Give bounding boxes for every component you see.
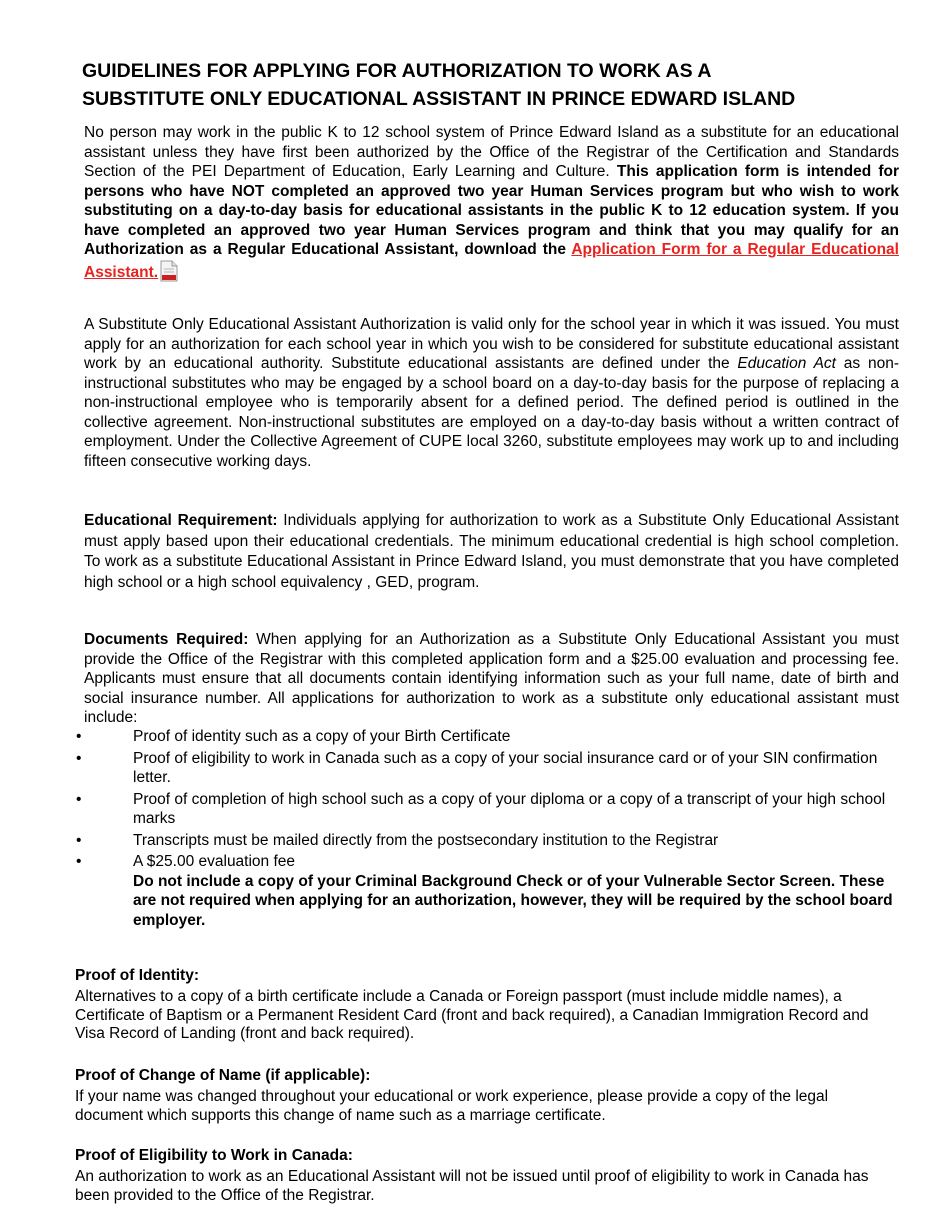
proof-of-eligibility-section xyxy=(75,1146,895,1205)
list-item xyxy=(0,852,900,930)
list-item-text: Proof of identity such as a copy of your Birth Certificate xyxy=(133,728,511,745)
proof-of-change-of-name-heading: Proof of Change of Name (if applicable): xyxy=(75,1067,371,1084)
requirements-list xyxy=(0,727,900,932)
documents-required-paragraph xyxy=(84,630,899,728)
proof-of-identity-text: Alternatives to a copy of a birth certificate include a Canada or Foreign passport (must include middle names), a Certificate of Baptism or a Permanent Resident Card (front and back required), a Canadian Immigration Record and Visa Record of Landing (front and back required). xyxy=(75,988,869,1042)
proof-of-identity-section xyxy=(75,966,895,1044)
criminal-check-note: Do not include a copy of your Criminal Background Check or of your Vulnerable Sector Screen. These are not required when applying for an authorization, however, they will be required by the school board employer. xyxy=(133,872,893,929)
validity-section xyxy=(84,315,899,471)
list-item xyxy=(0,727,900,747)
bullet-icon: • xyxy=(76,790,82,808)
regular-ea-application-link[interactable]: Application Form for a Regular Educational Assistant. xyxy=(84,241,899,281)
proof-of-change-of-name-section xyxy=(75,1066,895,1125)
bullet-icon: • xyxy=(76,853,82,870)
proof-of-eligibility-heading: Proof of Eligibility to Work in Canada: xyxy=(75,1147,353,1164)
documents-required-text: When applying for an Authorization as a Substitute Only Educational Assistant you must provide the Office of the Registrar with this completed application form and a $25.00 evaluation and processing fee. Applicants must ensure that all documents contain identifying information such as your full name, date of birth and social insurance number. All applications for authorization to work as a substitute only educational assistant must include: xyxy=(84,631,899,726)
list-item xyxy=(0,790,900,829)
title-line-1: GUIDELINES FOR APPLYING FOR AUTHORIZATION TO WORK AS A xyxy=(82,60,712,82)
educational-requirement-section xyxy=(84,511,899,593)
list-item-text: Transcripts must be mailed directly from the postsecondary institution to the Registrar xyxy=(133,831,719,849)
intro-section xyxy=(84,123,899,282)
education-act-title: Education Act xyxy=(737,355,836,372)
documents-required-section xyxy=(84,630,899,728)
bullet-icon: • xyxy=(76,749,82,767)
bullet-icon: • xyxy=(76,728,82,745)
proof-of-change-of-name-text: If your name was changed throughout your educational or work experience, please provide a copy of the legal document which supports this change of name such as a marriage certificate. xyxy=(75,1088,829,1124)
bullet-icon: • xyxy=(76,831,82,849)
educational-requirement-text: Individuals applying for authorization to work as a Substitute Only Educational Assistant must apply based upon their educational credentials. The minimum educational credential is high school completion. To work as a substitute Educational Assistant in Prince Edward Island, you must demonstrate that you have completed high school or a high school equivalency , GED, program. xyxy=(84,512,899,591)
list-item xyxy=(0,831,900,851)
list-item-text: Proof of completion of high school such as a copy of your diploma or a copy of a transcript of your high school marks xyxy=(133,790,886,827)
intro-paragraph xyxy=(84,123,899,282)
validity-text-before: A Substitute Only Educational Assistant Authorization is valid only for the school year in which it was issued. You must apply for an authorization for each school year in which you wish to be considered for substitute educational assistant work by an educational authority. Substitute educational assistants are defined under the xyxy=(84,316,899,372)
proof-of-identity-heading: Proof of Identity: xyxy=(75,967,199,984)
validity-text-after: as non-instructional substitutes who may be engaged by a school board on a day-to-day basis for the purpose of replacing a non-instructional employee who is temporarily absent for a defined period. The defined period is outlined in the collective agreement. Non-instructional substitutes are employed on a day-to-day basis without a written contract of employment. Under the Collective Agreement of CUPE local 3260, substitute employees may work up to and including fifteen consecutive working days. xyxy=(84,355,899,470)
list-item-text: Proof of eligibility to work in Canada such as a copy of your social insurance card or of your SIN confirmation letter. xyxy=(133,749,878,786)
title-line-2: SUBSTITUTE ONLY EDUCATIONAL ASSISTANT IN PRINCE EDWARD ISLAND xyxy=(82,88,796,110)
educational-requirement-paragraph xyxy=(84,511,899,593)
list-item xyxy=(0,749,900,788)
intro-bold-text: This application form is intended for persons who have NOT completed an approved two year Human Services program but who wish to work substituting on a day-to-day basis for educational assistants in the public K to 12 education system. If you have completed an approved two year Human Services program and think that you may qualify for an Authorization as a Regular Educational Assistant, download the xyxy=(84,163,899,258)
pdf-file-icon[interactable] xyxy=(160,260,178,282)
proof-of-eligibility-text: An authorization to work as an Educational Assistant will not be issued until proof of eligibility to work in Canada has been provided to the Office of the Registrar. xyxy=(75,1168,869,1204)
educational-requirement-heading: Educational Requirement: xyxy=(84,512,278,529)
validity-paragraph xyxy=(84,315,899,471)
list-item-text: A $25.00 evaluation fee xyxy=(133,853,296,870)
intro-text: No person may work in the public K to 12 school system of Prince Edward Island as a substitute for an educational assistant unless they have first been authorized by the Office of the Registrar of the Certification and Standards Section of the PEI Department of Education, Early Learning and Culture. xyxy=(84,124,899,180)
document-title xyxy=(82,57,922,113)
documents-required-heading: Documents Required: xyxy=(84,631,249,648)
